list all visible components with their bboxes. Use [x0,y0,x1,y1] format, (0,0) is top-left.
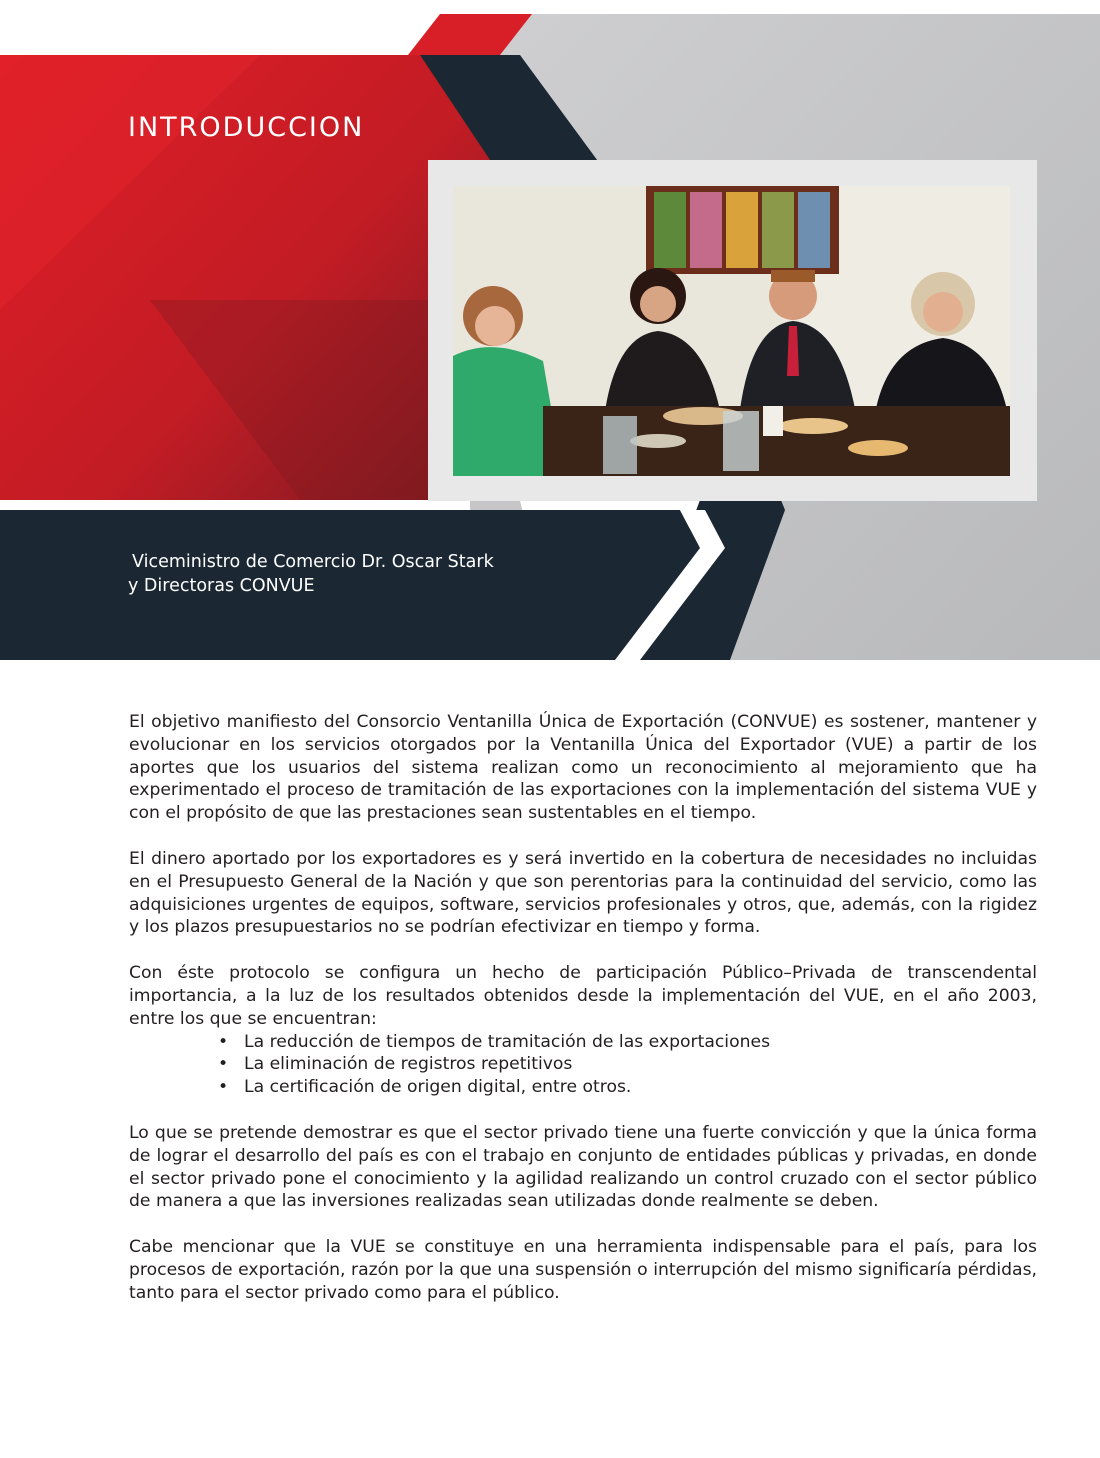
page-title: INTRODUCCION [128,112,365,143]
paragraph-4: Lo que se pretende demostrar es que el sector privado tiene una fuerte convicción y que la única forma de lograr el desarrollo del país es con el trabajo en conjunto de entidades públicas y privadas, en donde el sector privado pone el conocimiento y la agilidad realizando un control cruzado con el sector público de manera a que las inversiones realizadas sean utilizadas donde realmente se deben. [129,1122,1037,1212]
meeting-photo [453,186,1010,476]
caption-line-2: y Directoras CONVUE [128,576,315,596]
paragraph-1: El objetivo manifiesto del Consorcio Ventanilla Única de Exportación (CONVUE) es sostener, mantener y evolucionar en los servicios otorgados por la Ventanilla Única del Exportador (VUE) a partir de los aportes que los usuarios del sistema realizan como un reconocimiento al mejoramiento que ha experimentado el proceso de tramitación de las exportaciones con la implementación del sistema VUE y con el propósito de que las prestaciones sean sustentables en el tiempo. [129,712,1037,824]
wall-painting [646,186,839,274]
table [543,406,1010,476]
paragraph-3: Con éste protocolo se configura un hecho de participación Público–Privada de transcendental importancia, a la luz de los resultados obtenidos desde la implementación del VUE, en el año 2003, entre los que se encuentran: [129,963,1037,1029]
paragraph-5: Cabe mencionar que la VUE se constituye en una herramienta indispensable para el país, para los procesos de exportación, razón por la que una suspensión o interrupción del mismo significaría pérdidas, tanto para el sector privado como para el público. [129,1237,1037,1303]
header-banner [0,0,1100,660]
list-item: • La eliminación de registros repetitivos [244,1053,1037,1076]
list-item: • La certificación de origen digital, entre otros. [244,1076,1037,1099]
caption-line-1: Viceministro de Comercio Dr. Oscar Stark [132,552,494,572]
list-item: • La reducción de tiempos de tramitación de las exportaciones [244,1031,1037,1054]
bullet-list [129,1031,1037,1099]
paragraph-2: El dinero aportado por los exportadores es y será invertido en la cobertura de necesidades no incluidas en el Presupuesto General de la Nación y que son perentorias para la continuidad del servicio, como las adquisiciones urgentes de equipos, software, servicios profesionales y otros, que, además, con la rigidez y los plazos presupuestarios no se podrían efectivizar en tiempo y forma. [129,848,1037,938]
body-text [129,711,1037,1328]
photo-caption [128,550,494,598]
